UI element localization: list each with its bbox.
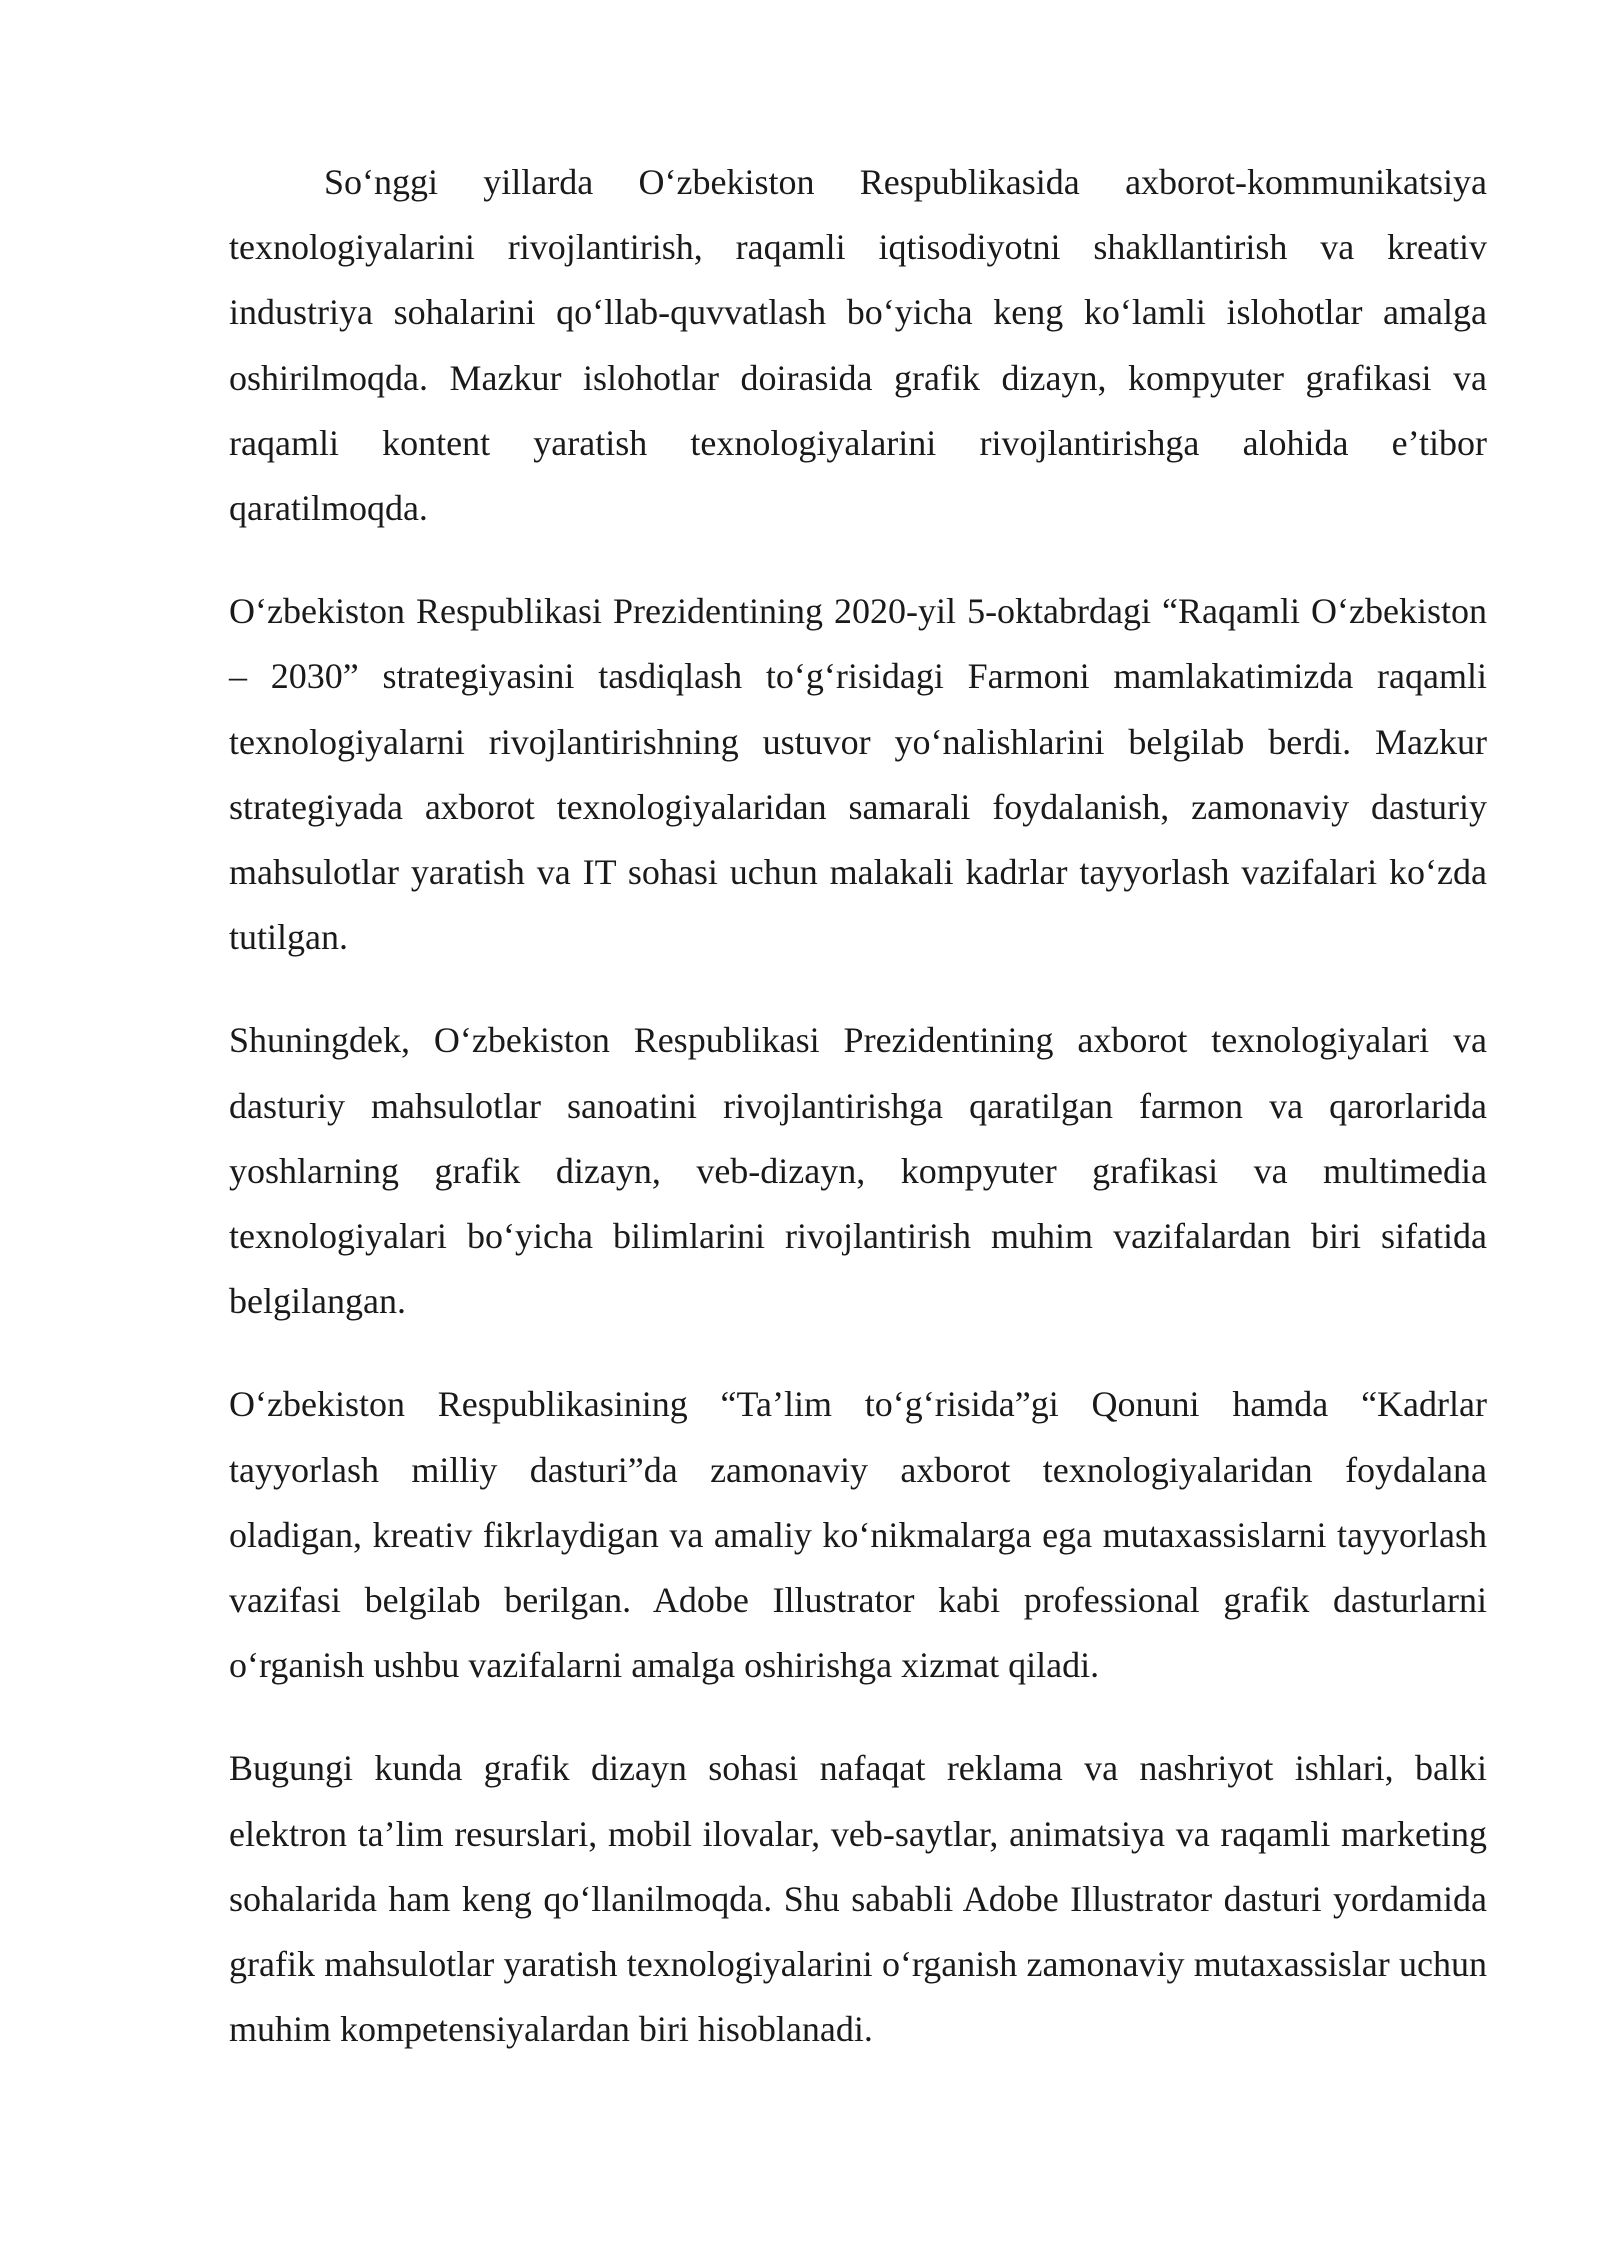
document-body — [229, 150, 1487, 2100]
paragraph-1: So‘nggi yillarda O‘zbekiston Respublikasida axborot-kommunikatsiya texnologiyalarini rivojlantirish, raqamli iqtisodiyotni shakllantirish va kreativ industriya sohalarini qo‘llab-quvvatlash bo‘yicha keng ko‘lamli islohotlar amalga oshirilmoqda. Mazkur islohotlar doirasida grafik dizayn, kompyuter grafikasi va raqamli kontent yaratish texnologiyalarini rivojlantirishga alohida e’tibor qaratilmoqda. — [229, 162, 1487, 529]
paragraph-2: O‘zbekiston Respublikasi Prezidentining 2020-yil 5-oktabrdagi “Raqamli O‘zbekiston – 2030” strategiyasini tasdiqlash to‘g‘risidagi Farmoni mamlakatimizda raqamli texnologiyalarni rivojlantirishning ustuvor yo‘nalishlarini belgilab berdi. Mazkur strategiyada axborot texnologiyalaridan samarali foydalanish, zamonaviy dasturiy mahsulotlar yaratish va IT sohasi uchun malakali kadrlar tayyorlash vazifalari ko‘zda tutilgan. — [229, 591, 1487, 958]
paragraph-5: Bugungi kunda grafik dizayn sohasi nafaqat reklama va nashriyot ishlari, balki elektron ta’lim resurslari, mobil ilovalar, veb-saytlar, animatsiya va raqamli marketing sohalarida ham keng qo‘llanilmoqda. Shu sababli Adobe Illustrator dasturi yordamida grafik mahsulotlar yaratish texnologiyalarini o‘rganish zamonaviy mutaxassislar uchun muhim kompetensiyalardan biri hisoblanadi. — [229, 1748, 1487, 2050]
paragraph-4: O‘zbekiston Respublikasining “Ta’lim to‘g‘risida”gi Qonuni hamda “Kadrlar tayyorlash milliy dasturi”da zamonaviy axborot texnologiyalaridan foydalana oladigan, kreativ fikrlaydigan va amaliy ko‘nikmalarga ega mutaxassislarni tayyorlash vazifasi belgilab berilgan. Adobe Illustrator kabi professional grafik dasturlarni o‘rganish ushbu vazifalarni amalga oshirishga xizmat qiladi. — [229, 1384, 1487, 1686]
paragraph-3: Shuningdek, O‘zbekiston Respublikasi Prezidentining axborot texnologiyalari va dasturiy mahsulotlar sanoatini rivojlantirishga qaratilgan farmon va qarorlarida yoshlarning grafik dizayn, veb-dizayn, kompyuter grafikasi va multimedia texnologiyalari bo‘yicha bilimlarini rivojlantirish muhim vazifalardan biri sifatida belgilangan. — [229, 1020, 1487, 1322]
